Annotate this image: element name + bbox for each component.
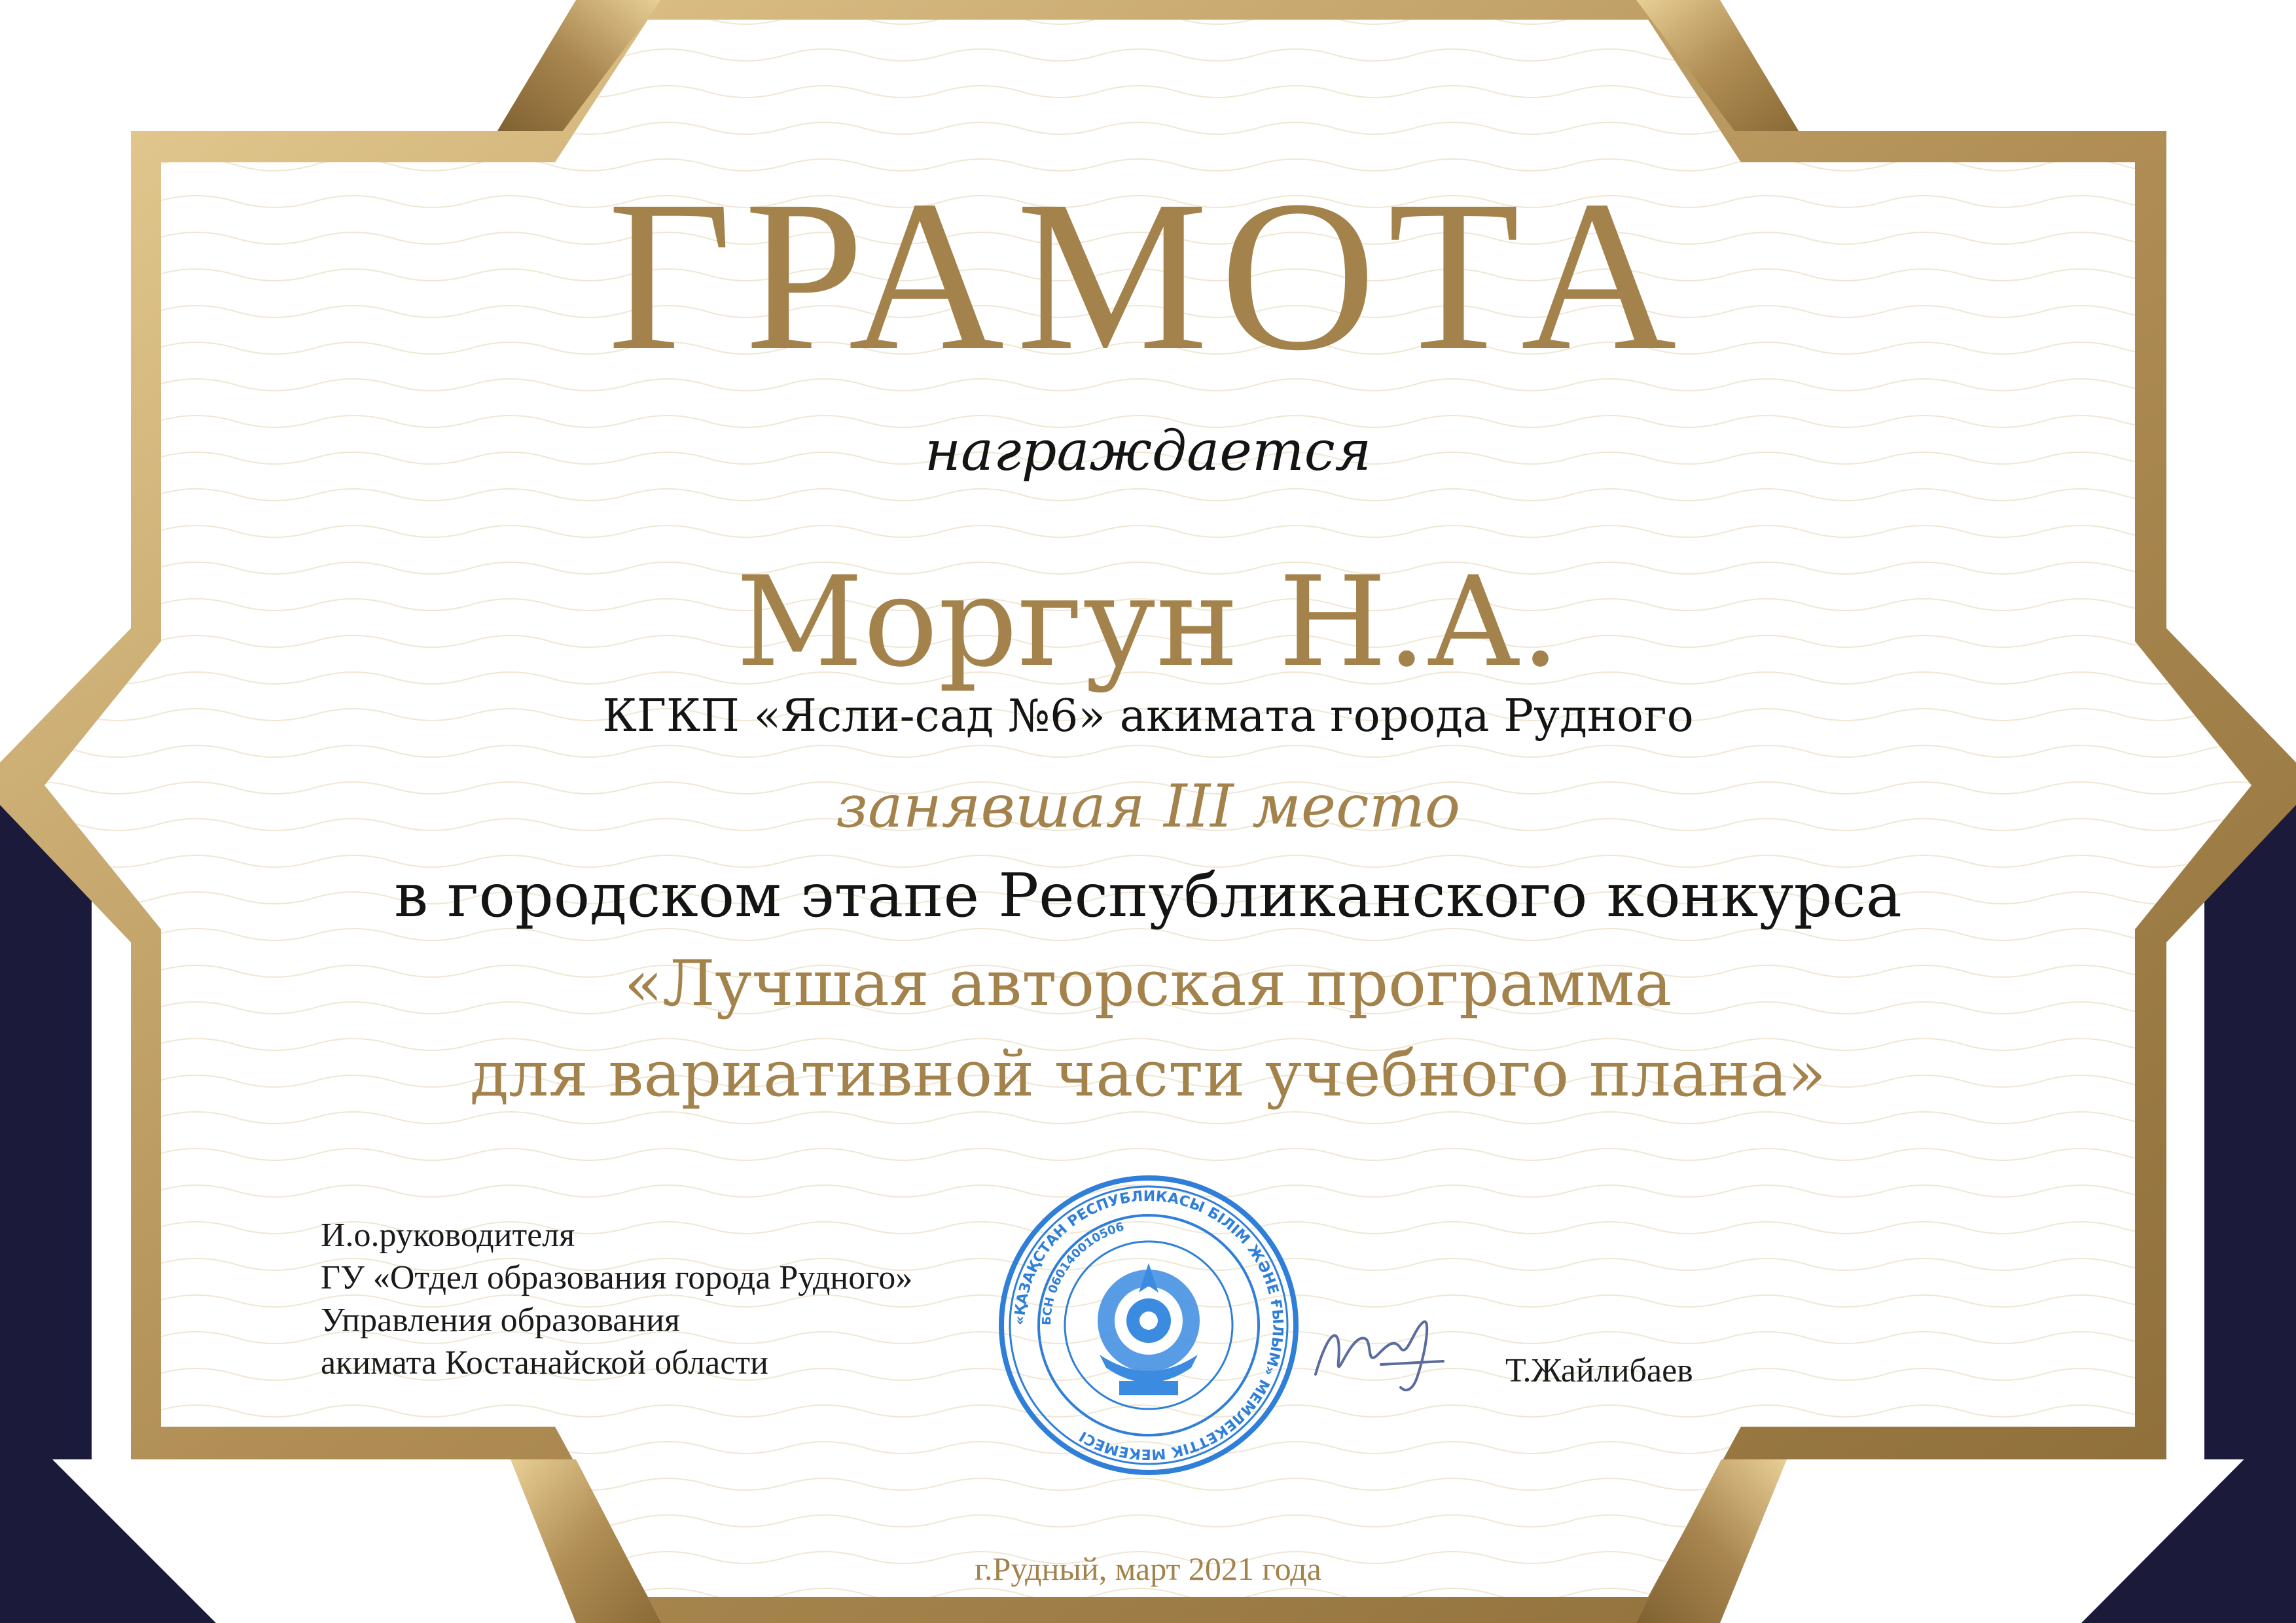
contest-title-line-1: «Лучшая авторская программа	[624, 947, 1672, 1020]
stamp-inner-text: БСН 060140010506	[1039, 1220, 1126, 1326]
place-text: занявшая III место	[835, 772, 1461, 841]
signatory-line-4: акимата Костанайской области	[321, 1344, 768, 1382]
footer-place-date: г.Рудный, март 2021 года	[975, 1550, 1321, 1587]
official-stamp	[995, 1171, 1302, 1479]
signatory-block	[321, 1214, 912, 1384]
certificate-title: ГРАМОТА	[607, 156, 1689, 395]
organization-text: КГКП «Ясли-сад №6» акимата города Рудного	[602, 690, 1694, 742]
contest-title-line-2: для вариативной части учебного плана»	[470, 1037, 1826, 1111]
signatory-line-2: ГУ «Отдел образования города Рудного»	[321, 1259, 913, 1296]
signatory-line-3: Управления образования	[321, 1302, 680, 1339]
awarded-text: награждается	[924, 419, 1372, 483]
recipient-name: Моргун Н.А.	[736, 550, 1560, 694]
signatory-name: Т.Жайлибаев	[1505, 1352, 1693, 1389]
handwritten-signature	[1302, 1302, 1460, 1400]
stage-text: в городском этапе Республиканского конкурса	[394, 861, 1902, 931]
stamp-outer-text: «ҚАЗАҚСТАН РЕСПУБЛИКАСЫ БІЛІМ ЖӘНЕ ҒЫЛЫМ» МЕМЛЕКЕТТІК МЕКЕМЕСІ	[1011, 1188, 1286, 1463]
signatory-line-1: И.о.руководителя	[321, 1217, 575, 1254]
